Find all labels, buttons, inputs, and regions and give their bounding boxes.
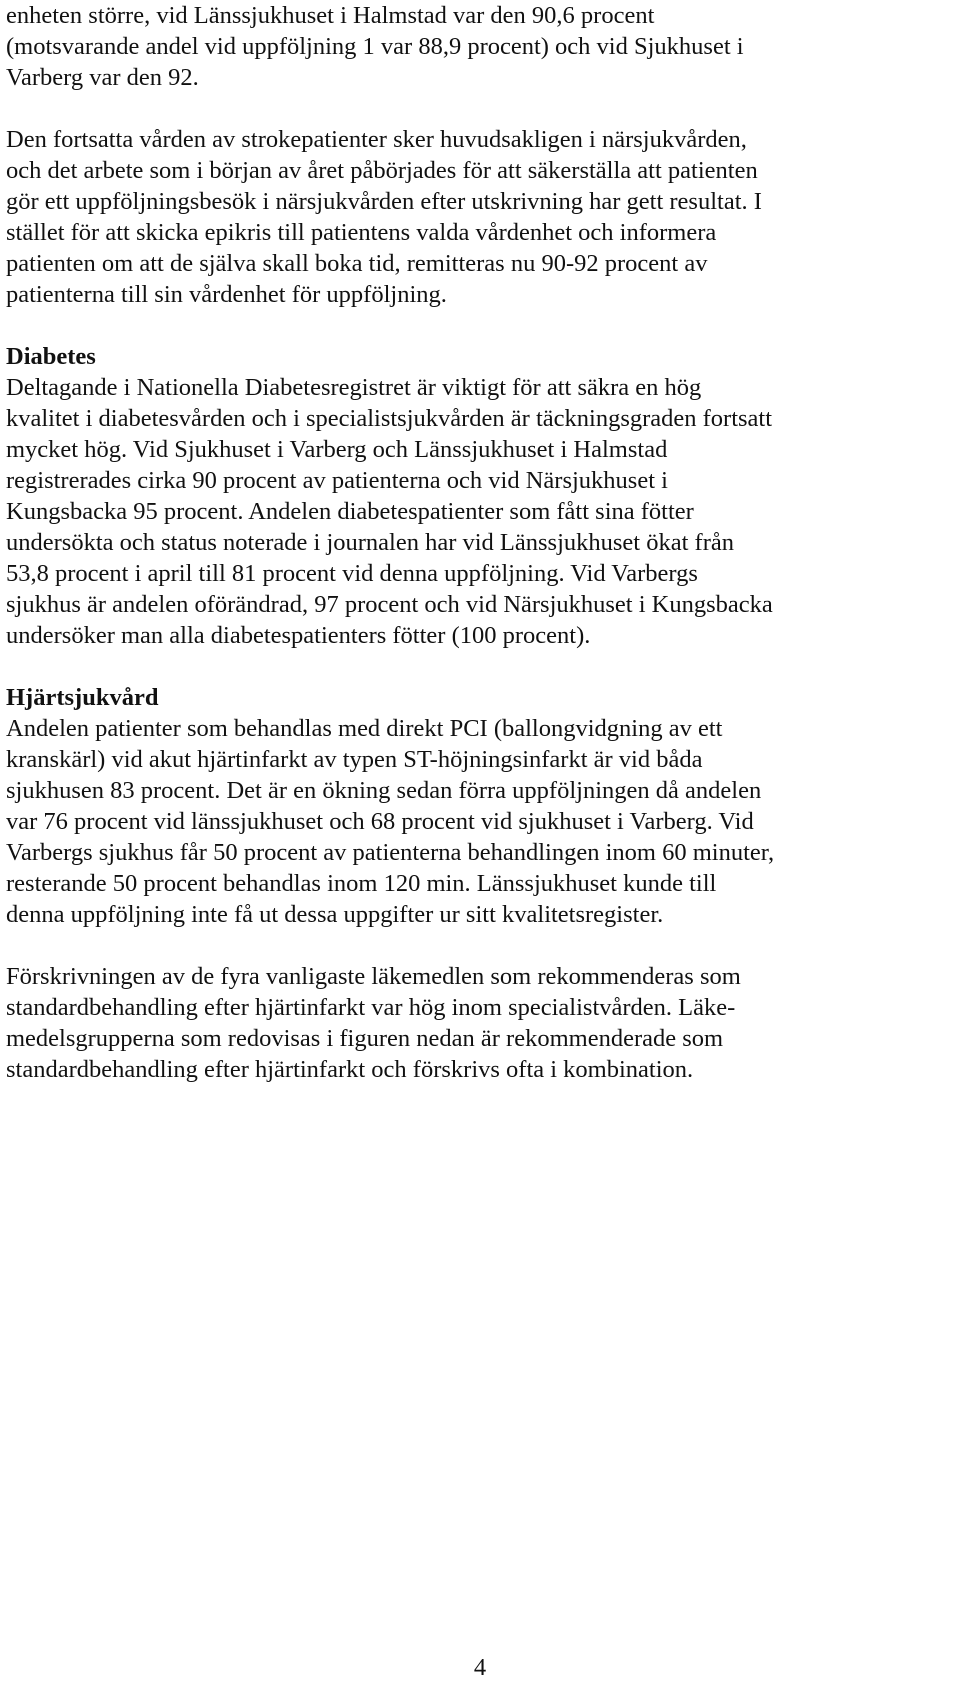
text-line: resterande 50 procent behandlas inom 120 min. Länssjukhuset kunde till bbox=[6, 870, 717, 897]
text-line: Varberg var den 92. bbox=[6, 64, 199, 91]
text-line: enheten större, vid Länssjukhuset i Halmstad var den 90,6 procent bbox=[6, 2, 655, 29]
text-line: Den fortsatta vården av strokepatienter sker huvudsakligen i närsjukvården, bbox=[6, 126, 747, 153]
text-line: medelsgrupperna som redovisas i figuren nedan är rekommenderade som bbox=[6, 1025, 724, 1052]
section-heading-diabetes: Diabetes bbox=[6, 343, 96, 370]
section-heading-hjartsjukvard: Hjärtsjukvård bbox=[6, 684, 159, 711]
text-line: standardbehandling efter hjärtinfarkt var hög inom specialistvården. Läke- bbox=[6, 994, 736, 1021]
text-line: stället för att skicka epikris till patientens valda vårdenhet och informera bbox=[6, 219, 717, 246]
text-line: undersöker man alla diabetespatienters fötter (100 procent). bbox=[6, 622, 591, 649]
text-line: mycket hög. Vid Sjukhuset i Varberg och Länssjukhuset i Halmstad bbox=[6, 436, 668, 463]
text-line: patienten om att de själva skall boka tid, remitteras nu 90-92 procent av bbox=[6, 250, 708, 277]
text-line: Andelen patienter som behandlas med direkt PCI (ballongvidgning av ett bbox=[6, 715, 723, 742]
paragraph-stroke-results bbox=[6, 0, 954, 93]
section-diabetes bbox=[6, 341, 954, 651]
text-line: sjukhusen 83 procent. Det är en ökning sedan förra uppföljningen då andelen bbox=[6, 777, 762, 804]
text-line: kvalitet i diabetesvården och i specialistsjukvården är täckningsgraden fortsatt bbox=[6, 405, 773, 432]
paragraph-forskrivning bbox=[6, 961, 954, 1085]
text-line: kranskärl) vid akut hjärtinfarkt av typen ST-höjningsinfarkt är vid båda bbox=[6, 746, 703, 773]
text-line: (motsvarande andel vid uppföljning 1 var 88,9 procent) och vid Sjukhuset i bbox=[6, 33, 744, 60]
section-hjartsjukvard bbox=[6, 682, 954, 930]
text-line: denna uppföljning inte få ut dessa uppgifter ur sitt kvalitetsregister. bbox=[6, 901, 664, 928]
text-line: Varbergs sjukhus får 50 procent av patienterna behandlingen inom 60 minuter, bbox=[6, 839, 775, 866]
page-number: 4 bbox=[473, 1654, 487, 1681]
text-line: sjukhus är andelen oförändrad, 97 procent och vid Närsjukhuset i Kungsbacka bbox=[6, 591, 773, 618]
text-line: patienterna till sin vårdenhet för uppföljning. bbox=[6, 281, 447, 308]
text-line: och det arbete som i början av året påbörjades för att säkerställa att patienten bbox=[6, 157, 758, 184]
paragraph-stroke-followup bbox=[6, 124, 954, 310]
text-line: Deltagande i Nationella Diabetesregistret är viktigt för att säkra en hög bbox=[6, 374, 702, 401]
text-line: gör ett uppföljningsbesök i närsjukvården efter utskrivning har gett resultat. I bbox=[6, 188, 762, 215]
text-line: Kungsbacka 95 procent. Andelen diabetespatienter som fått sina fötter bbox=[6, 498, 694, 525]
text-line: registrerades cirka 90 procent av patienterna och vid Närsjukhuset i bbox=[6, 467, 668, 494]
text-line: Förskrivningen av de fyra vanligaste läkemedlen som rekommenderas som bbox=[6, 963, 741, 990]
text-line: standardbehandling efter hjärtinfarkt och förskrivs ofta i kombination. bbox=[6, 1056, 694, 1083]
body-text bbox=[6, 0, 954, 1116]
text-line: var 76 procent vid länssjukhuset och 68 procent vid sjukhuset i Varberg. Vid bbox=[6, 808, 754, 835]
text-line: 53,8 procent i april till 81 procent vid denna uppföljning. Vid Varbergs bbox=[6, 560, 698, 587]
text-line: undersökta och status noterade i journalen har vid Länssjukhuset ökat från bbox=[6, 529, 734, 556]
